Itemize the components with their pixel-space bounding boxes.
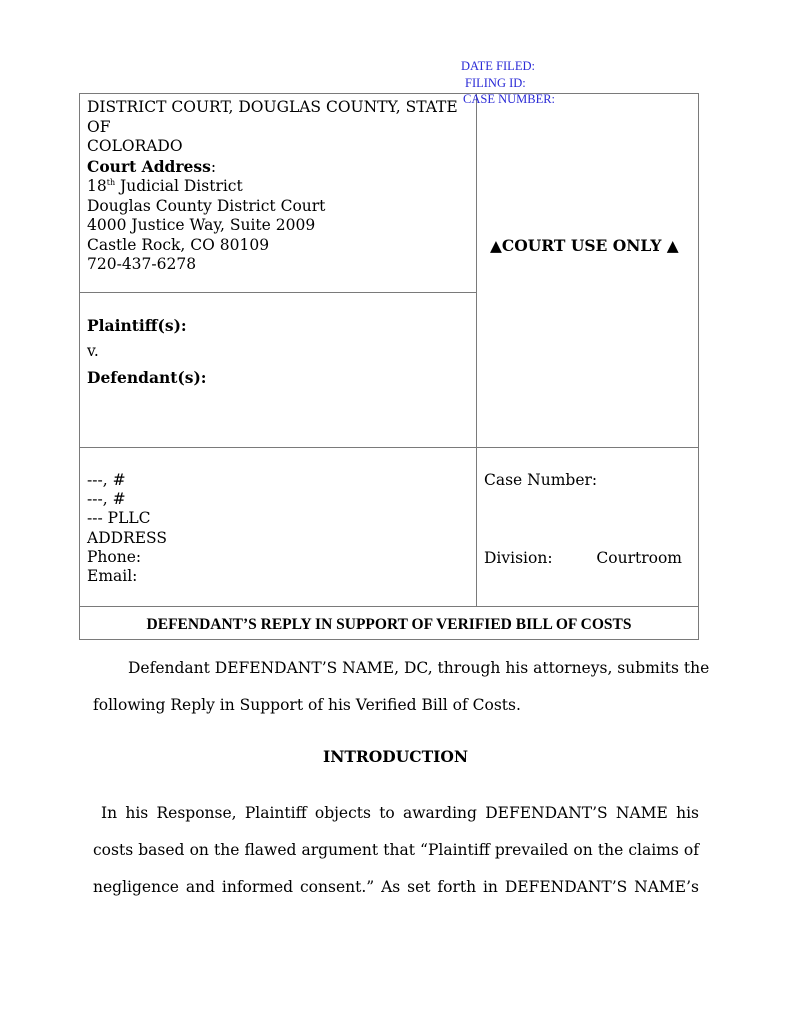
introduction-paragraph [93,795,699,906]
court-info-block [87,98,472,275]
division-courtroom-line [484,549,682,567]
parties-block [87,316,207,394]
court-address-label: Court Address [87,156,211,176]
court-street-address: 4000 Justice Way, Suite 2009 [87,216,316,234]
section-heading-introduction: INTRODUCTION [322,747,469,766]
case-number-label: Case Number: [484,471,598,489]
division-label: Division: [484,549,553,567]
parties-attorneys-divider [80,447,698,448]
court-phone: 720-437-6278 [87,255,197,273]
case-caption-table [79,93,699,640]
district-number: 18 [87,177,107,195]
intro-paragraph [93,650,710,724]
district-ordinal-suffix: th [106,177,116,187]
district-text: Judicial District [115,177,243,195]
paragraph-line-2: costs based on the flawed argument that “Plaintiff prevailed on the claims of [93,841,699,859]
attorneys-title-divider [80,606,698,607]
attorney-phone: Phone: [87,547,142,566]
court-address-colon: : [210,157,217,176]
judicial-district-line [87,177,472,197]
attorney-line-2: ---, # [87,490,126,509]
document-title: DEFENDANT’S REPLY IN SUPPORT OF VERIFIED BILL OF COSTS [146,616,632,633]
court-use-only-label: ▲COURT USE ONLY ▲ [490,236,679,255]
intro-line-2: following Reply in Support of his Verified Bill of Costs. [93,696,521,714]
attorney-info-block [87,471,167,586]
paragraph-line-1: In his Response, Plaintiff objects to awarding DEFENDANT’S NAME his [101,804,699,822]
court-city-address: Castle Rock, CO 80109 [87,235,270,254]
caption-column-divider [476,94,477,607]
court-name-line-3: COLORADO [87,137,183,155]
court-name-line-2: OF [87,117,111,136]
court-house-name: Douglas County District Court [87,196,326,215]
intro-line-1: Defendant DEFENDANT’S NAME, DC, through his attorneys, submits the [128,659,710,677]
versus-label: v. [87,342,99,360]
attorney-email: Email: [87,567,138,586]
court-name-line-1: DISTRICT COURT, DOUGLAS COUNTY, STATE [87,98,458,116]
plaintiff-label: Plaintiff(s): [87,316,187,335]
date-filed-label: DATE FILED: [461,59,535,73]
attorney-firm: --- PLLC [87,509,151,528]
court-parties-divider [80,292,477,293]
defendant-label: Defendant(s): [87,368,207,387]
paragraph-line-3: negligence and informed consent.” As set forth in DEFENDANT’S NAME’s [93,878,699,896]
case-number-stamp-label: CASE NUMBER: [463,92,556,106]
attorney-address: ADDRESS [87,528,167,547]
filing-stamp [461,58,555,108]
filing-id-label: FILING ID: [465,75,526,90]
court-address-label-line [87,157,472,178]
attorney-line-1: ---, # [87,471,126,489]
courtroom-label: Courtroom [596,549,682,567]
